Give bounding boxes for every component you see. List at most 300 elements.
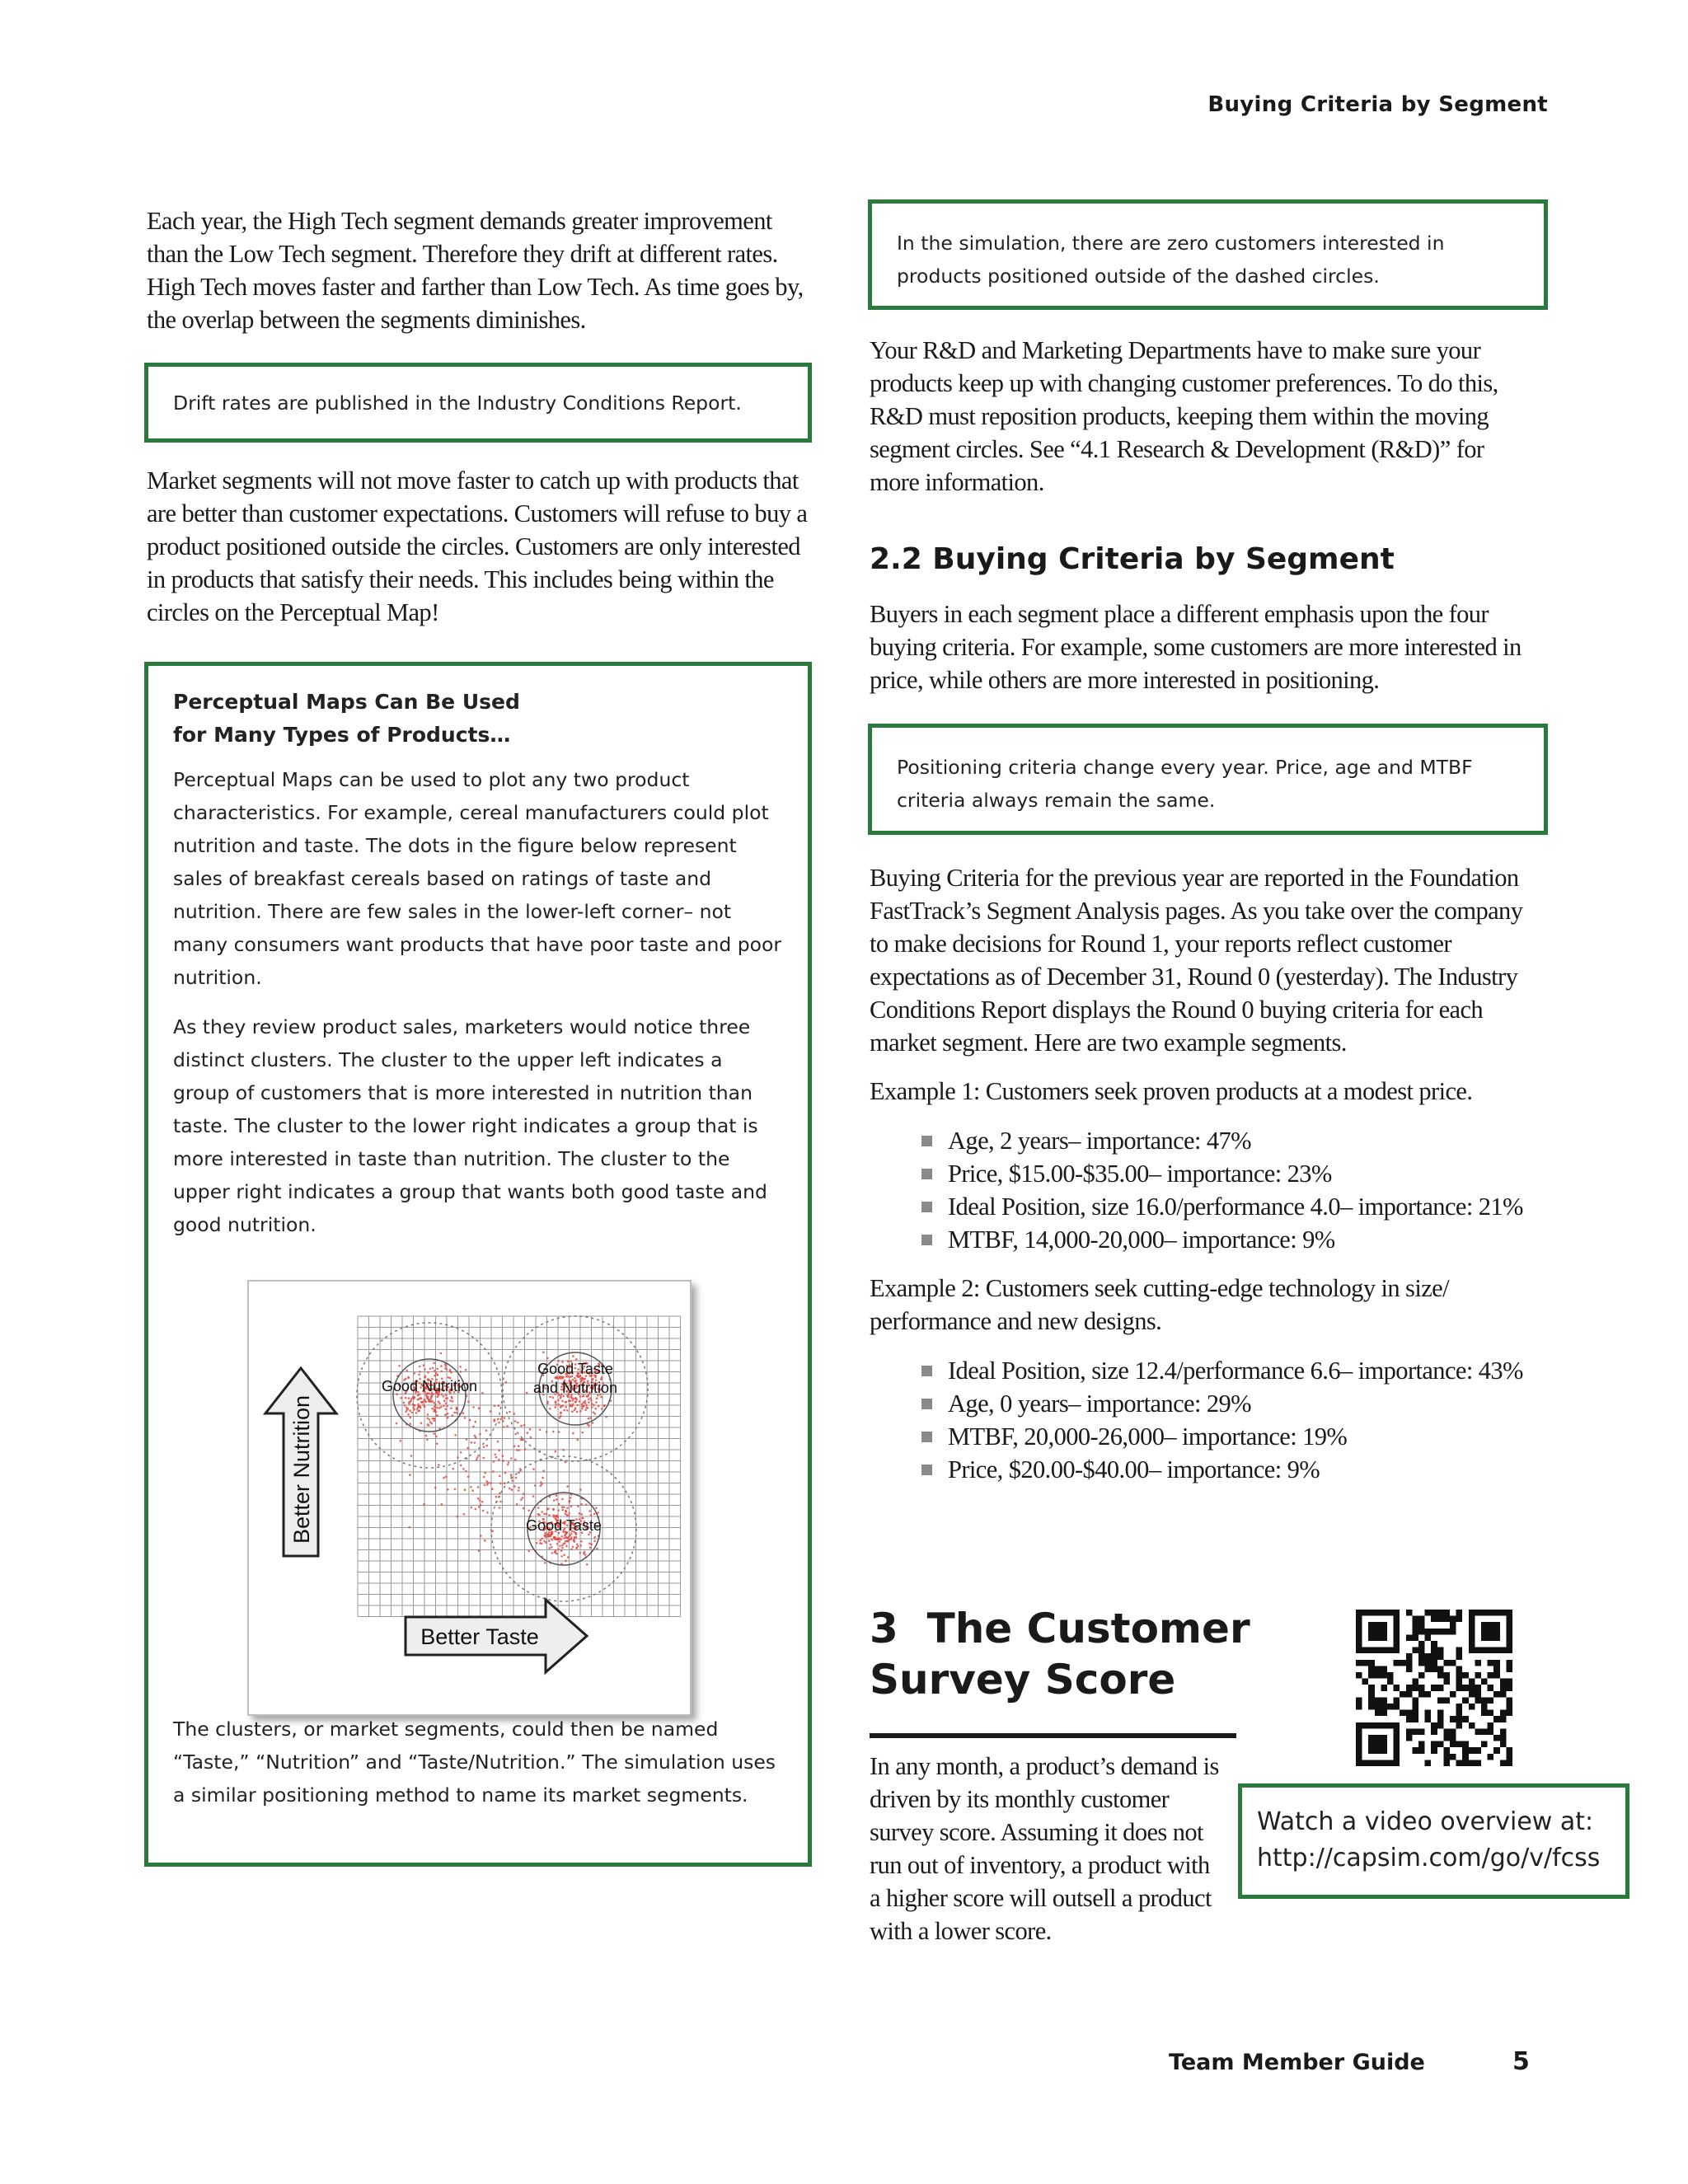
qr-module [1356, 1616, 1362, 1623]
qr-module [1506, 1697, 1512, 1704]
sales-dot [449, 1399, 452, 1402]
sales-dot [427, 1418, 429, 1420]
qr-module [1368, 1735, 1375, 1741]
sales-dot [399, 1440, 401, 1442]
sales-dot [554, 1552, 556, 1554]
qr-module [1381, 1710, 1387, 1717]
sales-dot [486, 1445, 489, 1447]
sales-dot [581, 1408, 584, 1410]
qr-module [1368, 1697, 1375, 1704]
sales-dot [527, 1432, 529, 1434]
qr-module [1488, 1697, 1494, 1704]
qr-module [1406, 1728, 1413, 1735]
sales-dot [445, 1476, 448, 1479]
sales-dot [588, 1399, 590, 1401]
sales-dot [434, 1375, 436, 1377]
sales-dot [534, 1484, 537, 1487]
qr-module [1437, 1716, 1444, 1722]
sales-dot [443, 1395, 445, 1398]
sales-dot [557, 1549, 560, 1551]
sales-dot [548, 1535, 551, 1538]
sales-dot [447, 1488, 449, 1491]
qr-module [1356, 1722, 1362, 1729]
sales-dot [464, 1417, 467, 1419]
qr-module [1431, 1616, 1437, 1623]
qr-module [1431, 1685, 1437, 1691]
left-paragraph-1: Each year, the High Tech segment demands greater improvement than the Low Tech segment. Therefore they drift at different rates. High Tech moves faster and farther than Low Tech. As time goes by, the overlap between the segments diminishes. [147, 207, 804, 334]
qr-module [1469, 1629, 1475, 1635]
qr-module [1356, 1672, 1362, 1679]
sales-dot [564, 1535, 566, 1537]
sales-dot [522, 1439, 524, 1441]
sales-dot [417, 1399, 420, 1401]
sales-dot [505, 1381, 508, 1384]
qr-module [1437, 1647, 1444, 1654]
sales-dot [440, 1371, 443, 1373]
sales-dot [436, 1442, 438, 1445]
qr-module [1456, 1704, 1463, 1710]
right-paragraph-3: Buying Criteria for the previous year are reported in the Foundation FastTrack’s Segment Analysis pages. As you take over the company to make decisions for Round 1, your reports reflect customer expectations as of December 31, Round 0 (yesterday). The Industry Conditions Report displays the Round 0 buying criteria for each market segment. Here are two example segments. [870, 864, 1523, 1057]
qr-module [1469, 1722, 1475, 1729]
sales-dot [572, 1355, 574, 1357]
qr-module [1394, 1641, 1400, 1647]
sales-dot [580, 1540, 583, 1543]
sales-dot [565, 1406, 568, 1408]
qr-module [1368, 1622, 1375, 1629]
sales-dot [409, 1474, 411, 1476]
qr-module [1406, 1735, 1413, 1741]
sales-dot [551, 1552, 554, 1554]
qr-module [1418, 1653, 1425, 1660]
qr-module [1381, 1704, 1387, 1710]
sales-dot [512, 1480, 514, 1483]
sales-dot [421, 1402, 424, 1404]
section-heading-2-2: 2.2 Buying Criteria by Segment [870, 542, 1395, 576]
sales-dot [570, 1536, 573, 1539]
sales-dot [574, 1401, 577, 1404]
list-item: Ideal Position, size 16.0/performance 4.0– importance: 21% [948, 1190, 1624, 1223]
sales-dot [495, 1496, 498, 1498]
qr-module [1394, 1634, 1400, 1641]
sales-dot [474, 1441, 476, 1444]
sales-dot [565, 1560, 567, 1563]
sales-dot [572, 1546, 574, 1549]
sales-dot [550, 1544, 552, 1546]
list-item: Age, 0 years– importance: 29% [948, 1387, 1624, 1420]
sales-dot [467, 1401, 470, 1404]
sales-dot [580, 1544, 583, 1547]
qr-module [1443, 1660, 1450, 1666]
qr-module [1469, 1610, 1475, 1616]
sales-dot [484, 1540, 486, 1542]
sales-dot [590, 1514, 593, 1516]
sales-dot [498, 1404, 500, 1407]
qr-module [1356, 1660, 1362, 1666]
sales-dot [584, 1408, 587, 1411]
qr-module [1375, 1610, 1381, 1616]
sales-dot [502, 1455, 504, 1457]
qr-module [1387, 1722, 1394, 1729]
sales-dot [490, 1482, 492, 1484]
sales-dot [528, 1550, 531, 1553]
qr-module [1394, 1629, 1400, 1635]
sales-dot [440, 1352, 443, 1355]
chapter-heading-line-2: Survey Score [870, 1656, 1176, 1704]
sales-dot [579, 1410, 582, 1413]
sales-dot [536, 1542, 538, 1544]
qr-module [1443, 1616, 1450, 1623]
sales-dot [428, 1400, 430, 1403]
qr-module [1500, 1647, 1507, 1654]
qr-module [1400, 1691, 1406, 1698]
qr-module [1500, 1691, 1507, 1698]
sales-dot [423, 1503, 425, 1506]
qr-module [1418, 1641, 1425, 1647]
qr-module [1443, 1760, 1450, 1766]
qr-module [1493, 1629, 1500, 1635]
sales-dot [583, 1405, 585, 1408]
sales-dot [429, 1418, 431, 1421]
sales-dot [572, 1432, 574, 1435]
qr-module [1437, 1697, 1444, 1704]
qr-module [1456, 1710, 1463, 1717]
sales-dot [570, 1549, 573, 1551]
sales-dot [436, 1414, 438, 1417]
sales-dot [404, 1404, 406, 1407]
sales-dot [418, 1374, 420, 1376]
sales-dot [499, 1418, 502, 1421]
sales-dot [436, 1407, 438, 1409]
sales-dot [443, 1477, 445, 1479]
sales-dot [513, 1413, 516, 1415]
sales-dot [565, 1512, 567, 1515]
sales-dot [546, 1513, 548, 1516]
sales-dot [478, 1407, 481, 1409]
qr-module [1443, 1697, 1450, 1704]
qr-module [1406, 1685, 1413, 1691]
sales-dot [573, 1540, 575, 1542]
label-good-taste: Good Taste [526, 1517, 602, 1534]
sales-dot [559, 1540, 561, 1543]
sales-dot [508, 1461, 510, 1464]
sales-dot [579, 1488, 582, 1491]
sales-dot [427, 1413, 429, 1416]
qr-module [1368, 1685, 1375, 1691]
qr-module [1493, 1747, 1500, 1754]
list-item: MTBF, 14,000-20,000– importance: 9% [948, 1223, 1624, 1256]
qr-module [1500, 1685, 1507, 1691]
sidebar-title: Perceptual Maps Can Be Used for Many Types of Products… [173, 690, 520, 747]
sales-dot [460, 1451, 462, 1454]
sales-dot [559, 1545, 561, 1548]
qr-module [1481, 1622, 1488, 1629]
sales-dot [553, 1499, 556, 1502]
sales-dot [406, 1408, 409, 1411]
qr-module [1462, 1685, 1469, 1691]
qr-module [1500, 1710, 1507, 1717]
example-1-intro: Example 1: Customers seek proven products at a modest price. [870, 1077, 1473, 1105]
sales-dot [551, 1546, 553, 1549]
qr-module [1412, 1622, 1418, 1629]
qr-module [1488, 1710, 1494, 1717]
qr-module [1462, 1716, 1469, 1722]
qr-module [1368, 1660, 1375, 1666]
qr-module [1425, 1716, 1432, 1722]
chapter-rule [870, 1733, 1236, 1738]
sales-dot [466, 1438, 468, 1441]
sales-dot [410, 1400, 412, 1403]
sales-dot [424, 1376, 426, 1378]
sales-dot [518, 1449, 521, 1451]
qr-module [1462, 1760, 1469, 1766]
qr-module [1493, 1647, 1500, 1654]
sales-dot [514, 1459, 517, 1461]
qr-module [1493, 1610, 1500, 1616]
qr-module [1431, 1728, 1437, 1735]
sales-dot [563, 1409, 565, 1412]
qr-module [1356, 1641, 1362, 1647]
sales-dot [556, 1543, 559, 1545]
sales-dot [576, 1404, 579, 1407]
sales-dot [412, 1407, 415, 1409]
sales-dot [517, 1422, 519, 1424]
qr-module [1362, 1610, 1369, 1616]
sales-dot [532, 1468, 535, 1470]
qr-module [1375, 1629, 1381, 1635]
sales-dot [396, 1422, 398, 1425]
qr-module [1412, 1747, 1418, 1754]
sales-dot [588, 1510, 591, 1512]
qr-module [1450, 1741, 1456, 1748]
qr-module [1362, 1722, 1369, 1729]
sales-dot [563, 1543, 565, 1545]
sales-dot [563, 1537, 565, 1540]
sales-dot [492, 1470, 495, 1473]
sales-dot [417, 1404, 420, 1406]
qr-module [1443, 1754, 1450, 1760]
qr-module [1394, 1685, 1400, 1691]
qr-module [1456, 1685, 1463, 1691]
qr-module [1500, 1679, 1507, 1685]
qr-module [1469, 1691, 1475, 1698]
qr-module [1469, 1616, 1475, 1623]
qr-module [1500, 1610, 1507, 1616]
sales-dot [419, 1371, 421, 1373]
sales-dot [565, 1401, 568, 1404]
qr-module [1375, 1722, 1381, 1729]
sales-dot [558, 1404, 560, 1406]
qr-module [1450, 1616, 1456, 1623]
qr-module [1488, 1728, 1494, 1735]
sales-dot [433, 1402, 435, 1404]
sales-dot [593, 1536, 596, 1539]
sales-dot [563, 1554, 565, 1557]
sales-dot [495, 1456, 498, 1459]
qr-module [1381, 1629, 1387, 1635]
sales-dot [493, 1460, 495, 1463]
qr-module [1481, 1629, 1488, 1635]
sales-dot [454, 1488, 457, 1491]
sales-dot [589, 1397, 592, 1399]
sales-dot [568, 1501, 570, 1503]
sales-dot [522, 1497, 524, 1499]
qr-module [1475, 1728, 1481, 1735]
qr-module [1356, 1754, 1362, 1760]
sales-dot [591, 1406, 593, 1408]
sales-dot [432, 1367, 434, 1370]
qr-module [1425, 1610, 1432, 1616]
sales-dot [410, 1417, 412, 1419]
qr-module [1356, 1634, 1362, 1641]
qr-module [1506, 1760, 1512, 1766]
sales-dot [572, 1398, 574, 1400]
qr-module [1412, 1728, 1418, 1735]
qr-module [1469, 1747, 1475, 1754]
sales-dot [432, 1418, 434, 1420]
sales-dot [502, 1460, 504, 1462]
sales-dot [429, 1421, 432, 1423]
sales-dot [406, 1407, 408, 1409]
sales-dot [503, 1426, 505, 1428]
sales-dot [507, 1464, 509, 1466]
sales-dot [457, 1456, 459, 1459]
sales-dot [490, 1410, 492, 1413]
label-good-taste-nutrition-line2: and Nutrition [532, 1380, 618, 1396]
sales-dot [413, 1408, 415, 1411]
qr-module [1368, 1691, 1375, 1698]
qr-module [1394, 1735, 1400, 1741]
qr-module [1443, 1728, 1450, 1735]
qr-module [1394, 1722, 1400, 1729]
sales-dot [426, 1397, 429, 1399]
sales-dot [518, 1445, 520, 1447]
qr-module [1375, 1634, 1381, 1641]
sales-dot [570, 1506, 573, 1508]
sales-dot [460, 1371, 462, 1373]
sales-dot [515, 1477, 518, 1479]
sales-dot [559, 1417, 561, 1419]
sales-dot [425, 1394, 428, 1397]
qr-module [1425, 1710, 1432, 1717]
sales-dot [418, 1410, 420, 1413]
sales-dot [456, 1408, 458, 1410]
qr-module [1475, 1660, 1481, 1666]
sales-dot [444, 1408, 447, 1411]
qr-module [1500, 1716, 1507, 1722]
chapter-heading-line-1: 3 The Customer [870, 1605, 1250, 1652]
sales-dot [574, 1536, 576, 1539]
qr-module [1418, 1616, 1425, 1623]
sales-dot [558, 1503, 560, 1506]
sales-dot [518, 1487, 520, 1489]
qr-module [1493, 1666, 1500, 1672]
qr-module [1450, 1728, 1456, 1735]
sales-dot [518, 1489, 520, 1492]
qr-module [1506, 1679, 1512, 1685]
qr-module [1375, 1697, 1381, 1704]
qr-module [1375, 1647, 1381, 1654]
sales-dot [453, 1412, 456, 1414]
sales-dot [576, 1411, 579, 1413]
qr-module [1506, 1634, 1512, 1641]
qr-module [1362, 1660, 1369, 1666]
qr-module [1381, 1697, 1387, 1704]
qr-module [1368, 1672, 1375, 1679]
qr-module [1506, 1685, 1512, 1691]
qr-module [1406, 1653, 1413, 1660]
sales-dot [532, 1495, 535, 1497]
sales-dot [570, 1497, 572, 1499]
sales-dot [438, 1407, 441, 1409]
sales-dot [588, 1543, 591, 1545]
sales-dot [463, 1513, 466, 1516]
qr-module [1418, 1685, 1425, 1691]
qr-module [1481, 1647, 1488, 1654]
sales-dot [559, 1537, 561, 1540]
qr-module [1437, 1710, 1444, 1717]
sales-dot [565, 1545, 568, 1548]
sales-dot [474, 1435, 476, 1437]
qr-module [1418, 1691, 1425, 1698]
qr-module [1481, 1634, 1488, 1641]
sales-dot [598, 1405, 600, 1408]
sales-dot [477, 1455, 480, 1457]
qr-module [1450, 1691, 1456, 1698]
sales-dot [555, 1404, 557, 1406]
sales-dot [475, 1436, 477, 1439]
sales-dot [470, 1507, 472, 1509]
qr-module [1481, 1728, 1488, 1735]
qr-module [1506, 1747, 1512, 1754]
qr-module [1475, 1747, 1481, 1754]
sales-dot [571, 1410, 574, 1413]
qr-module [1481, 1697, 1488, 1704]
example-1-list [898, 1124, 1624, 1256]
qr-module [1406, 1666, 1413, 1672]
sales-dot [498, 1459, 500, 1461]
qr-module [1437, 1616, 1444, 1623]
left-paragraph-2: Market segments will not move faster to catch up with products that are better than customer expectations. Customers will refuse to buy a product positioned outside the circles. Customers are only interested in products that satisfy their needs. This includes being within the circles on the Perceptual Map! [147, 466, 808, 626]
sales-dot [441, 1503, 443, 1506]
sales-dot [552, 1396, 555, 1399]
sales-dot [567, 1556, 570, 1558]
sales-dot [572, 1403, 574, 1405]
sales-dot [515, 1433, 518, 1436]
video-link[interactable]: http://capsim.com/go/v/fcss [1257, 1844, 1601, 1872]
qr-module [1469, 1685, 1475, 1691]
qr-code [1356, 1610, 1512, 1766]
sales-dot [597, 1511, 599, 1514]
sales-dot [480, 1535, 482, 1537]
qr-module [1493, 1735, 1500, 1741]
sales-dot [513, 1445, 516, 1447]
qr-module [1356, 1741, 1362, 1748]
sales-dot [571, 1405, 574, 1408]
sales-dot [566, 1485, 569, 1488]
sales-dot [410, 1455, 413, 1457]
qr-module [1381, 1610, 1387, 1616]
sales-dot [537, 1513, 540, 1516]
qr-module [1456, 1647, 1463, 1654]
qr-module [1456, 1679, 1463, 1685]
qr-module [1387, 1760, 1394, 1766]
sales-dot [549, 1408, 551, 1410]
sidebar-paragraph-1: Perceptual Maps can be used to plot any two product characteristics. For example, cereal manufacturers could plot nutrition and taste. The dots in the figure below represent sales of breakfast cereals based on ratings of taste and nutrition. There are few sales in the lower-left corner– not many consumers want products that have poor taste and poor nutrition. [173, 768, 782, 989]
qr-module [1356, 1629, 1362, 1635]
qr-module [1381, 1685, 1387, 1691]
sidebar-paragraph-3: The clusters, or market segments, could then be named “Taste,” “Nutrition” and “Taste/Nutrition.” The simulation uses a similar positioning method to name its market segments. [173, 1718, 776, 1807]
sales-dot [513, 1485, 516, 1488]
